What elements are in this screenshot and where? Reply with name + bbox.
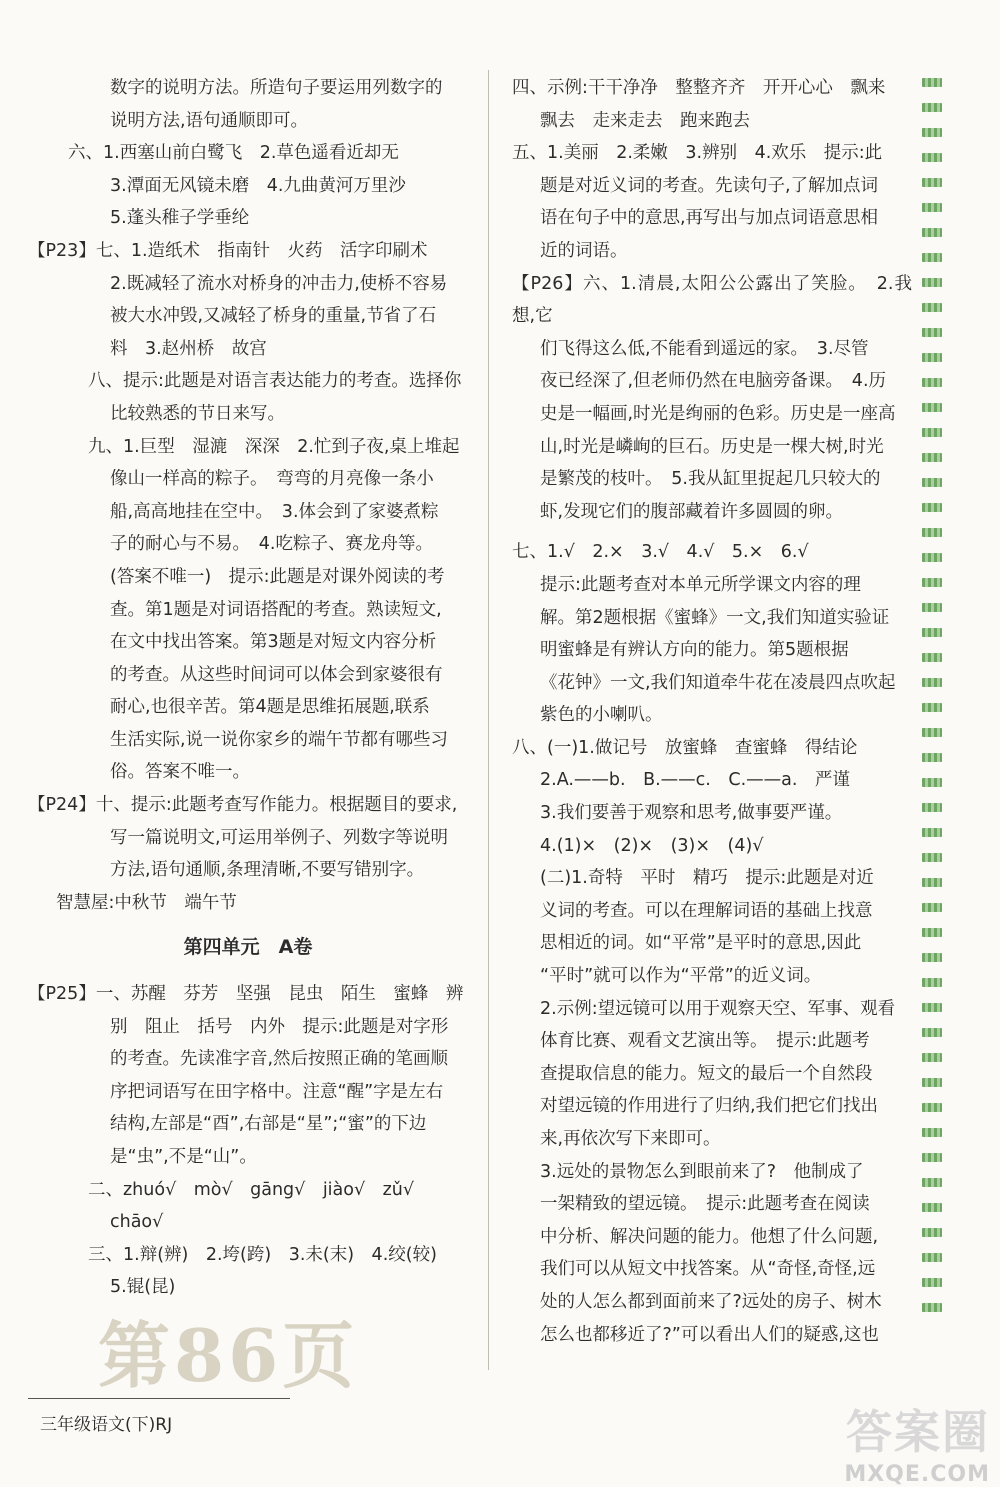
text-line: 语在句子中的意思,再写出与加点词语意思相 — [540, 208, 879, 229]
edge-tab — [922, 778, 942, 787]
text-line: 2.示例:望远镜可以用于观察天空、军事、观看 — [540, 998, 896, 1019]
edge-tab — [922, 678, 942, 687]
text-line: 解。第2题根据《蜜蜂》一文,我们知道实验证 — [540, 607, 890, 628]
edge-tab — [922, 453, 942, 462]
text-line: 写一篇说明文,可运用举例子、列数字等说明 — [110, 827, 449, 848]
text-line: 子的耐心与不易。 4.吃粽子、赛龙舟等。 — [110, 534, 433, 555]
edge-tab — [922, 1303, 942, 1312]
text-line: 们飞得这么低,不能看到遥远的家。 3.尽管 — [540, 338, 869, 359]
text-line: “平时”就可以作为“平常”的近义词。 — [540, 966, 822, 987]
edge-tab — [922, 203, 942, 212]
text-line: 【P26】六、1.清晨,太阳公公露出了笑脸。 2.我想,它 — [512, 273, 912, 327]
text-line: 结构,左部是“酉”,右部是“星”;“蜜”的下边 — [110, 1114, 427, 1135]
edge-tab — [922, 278, 942, 287]
edge-tab — [922, 978, 942, 987]
text-line: 耐心,也很辛苦。第4题是思维拓展题,联系 — [110, 697, 430, 718]
edge-tab — [922, 1178, 942, 1187]
text-line: 二、zhuó√ mò√ gāng√ jiào√ zǔ√ — [88, 1179, 415, 1200]
text-line: 别 阻止 括号 内外 提示:此题是对字形 — [110, 1016, 449, 1037]
edge-tab — [922, 103, 942, 112]
text-line: 2.A.——b. B.——c. C.——a. 严谨 — [540, 770, 850, 791]
text-line: 是“虫”,不是“山”。 — [110, 1147, 257, 1167]
edge-tab — [922, 403, 942, 412]
text-line: (答案不唯一) 提示:此题是对课外阅读的考 — [110, 566, 445, 587]
text-line: 生活实际,说一说你家乡的端午节都有哪些习 — [110, 729, 449, 750]
edge-tab — [922, 1028, 942, 1037]
edge-tab — [922, 128, 942, 137]
text-line: 夜已经深了,但老师仍然在电脑旁备课。 4.历 — [540, 371, 887, 392]
text-line: 五、1.美丽 2.柔嫩 3.辨别 4.欢乐 提示:此 — [512, 143, 883, 164]
text-line: 题是对近义词的考查。先读句子,了解加点词 — [540, 175, 879, 196]
edge-tab — [922, 428, 942, 437]
edge-tab — [922, 853, 942, 862]
text-line: 像山一样高的粽子。 弯弯的月亮像一条小 — [110, 469, 434, 490]
text-line: 5.蓬头稚子学垂纶 — [110, 208, 250, 229]
text-line: 《花钟》一文,我们知道牵牛花在凌晨四点吹起 — [540, 672, 896, 693]
text-line: 查。第1题是对词语搭配的考查。熟读短文, — [110, 599, 442, 620]
text-line: 八、提示:此题是对语言表达能力的考查。选择你 — [88, 371, 462, 392]
text-line: 2.既减轻了流水对桥身的冲击力,使桥不容易 — [110, 273, 448, 294]
footer-text: 三年级语文(下)RJ — [40, 1415, 173, 1435]
edge-tab — [922, 1253, 942, 1262]
text-line: 料 3.赵州桥 故宫 — [110, 338, 267, 359]
left-column — [28, 72, 468, 1304]
text-line: 山,时光是嶙峋的巨石。历史是一棵大树,时光 — [540, 436, 884, 457]
text-line: 紫色的小喇叭。 — [540, 705, 663, 726]
edge-tab — [922, 1078, 942, 1087]
text-line: 近的词语。 — [540, 240, 628, 261]
text-line: 九、1.巨型 湿漉 深深 2.忙到子夜,桌上堆起 — [88, 436, 460, 457]
edge-tab — [922, 378, 942, 387]
right-column — [512, 72, 912, 1351]
text-line: 史是一幅画,时光是绚丽的色彩。历史是一座高 — [540, 403, 896, 424]
text-line: 中分析、解决问题的能力。他想了什么问题, — [540, 1226, 879, 1247]
edge-tab — [922, 578, 942, 587]
text-line: 提示:此题考查对本单元所学课文内容的理 — [540, 574, 861, 595]
text-line: (二)1.奇特 平时 精巧 提示:此题是对近 — [540, 868, 874, 889]
page-number: 第86页 — [98, 1313, 359, 1398]
text-line: 3.我们要善于观察和思考,做事要严谨。 — [540, 803, 843, 824]
edge-tab — [922, 928, 942, 937]
edge-tab — [922, 153, 942, 162]
edge-tab — [922, 653, 942, 662]
text-line: 对望远镜的作用进行了归纳,我们把它们找出 — [540, 1096, 879, 1117]
edge-tab — [922, 728, 942, 737]
text-line: 飘去 走来走去 跑来跑去 — [540, 110, 750, 131]
edge-tab — [922, 803, 942, 812]
text-line: 处的人怎么都到面前来了?远处的房子、树木 — [540, 1291, 882, 1312]
edge-tab — [922, 828, 942, 837]
text-line: 序把词语写在田字格中。注意“醒”字是左右 — [110, 1081, 444, 1102]
text-line: 查提取信息的能力。短文的最后一个自然段 — [540, 1063, 873, 1084]
edge-tab — [922, 253, 942, 262]
text-line: 【P25】一、苏醒 芬芳 坚强 昆虫 陌生 蜜蜂 辨 — [28, 984, 464, 1005]
edge-tab — [922, 1128, 942, 1137]
edge-tab — [922, 353, 942, 362]
text-line: 【P23】七、1.造纸术 指南针 火药 活字印刷术 — [28, 240, 428, 261]
edge-tab — [922, 1203, 942, 1212]
text-line: 5.锟(昆) — [110, 1277, 176, 1298]
text-line: 思相近的词。如“平常”是平时的意思,因此 — [540, 933, 862, 954]
text-line: 被大水冲毁,又减轻了桥身的重量,节省了石 — [110, 306, 437, 327]
edge-tab — [922, 478, 942, 487]
edge-tab — [922, 1228, 942, 1237]
edge-tab — [922, 1153, 942, 1162]
text-line: 比较熟悉的节日来写。 — [110, 403, 285, 424]
text-line: chāo√ — [110, 1212, 164, 1233]
edge-tab — [922, 903, 942, 912]
text-line: 明蜜蜂是有辨认方向的能力。第5题根据 — [540, 640, 849, 661]
text-line: 怎么也都移近了?”可以看出人们的疑惑,这也 — [540, 1324, 879, 1345]
watermark-logo — [810, 1396, 990, 1487]
text-line: 来,再依次写下来即可。 — [540, 1129, 721, 1149]
text-line: 是繁茂的枝叶。 5.我从缸里捉起几只较大的 — [540, 469, 881, 490]
text-line: 【P24】十、提示:此题考查写作能力。根据题目的要求, — [28, 795, 458, 816]
edge-tab — [922, 503, 942, 512]
edge-tab — [922, 303, 942, 312]
edge-tab — [922, 328, 942, 337]
edge-tab — [922, 1103, 942, 1112]
edge-tab — [922, 528, 942, 537]
text-line: 三、1.辩(辨) 2.垮(跨) 3.未(末) 4.绞(较) — [88, 1244, 437, 1265]
text-line: 虾,发现它们的腹部藏着许多圆圆的卵。 — [540, 501, 844, 522]
column-divider — [488, 70, 489, 1370]
text-line: 一架精致的望远镜。 提示:此题考查在阅读 — [540, 1194, 870, 1215]
watermark-url: MXQE.COM — [844, 1462, 990, 1487]
text-line: 4.(1)× (2)× (3)× (4)√ — [540, 835, 764, 856]
text-line: 七、1.√ 2.× 3.√ 4.√ 5.× 6.√ — [512, 542, 809, 563]
text-line: 3.潭面无风镜未磨 4.九曲黄河万里沙 — [110, 175, 406, 196]
text-line: 我们可以从短文中找答案。从“奇怪,奇怪,远 — [540, 1259, 876, 1280]
text-line: 的考查。先读准字音,然后按照正确的笔画顺 — [110, 1049, 449, 1070]
text-line: 体育比赛、观看文艺演出等。 提示:此题考 — [540, 1031, 870, 1052]
edge-tab — [922, 603, 942, 612]
text-line: 说明方法,语句通顺即可。 — [110, 110, 309, 131]
section-title: 第四单元 A卷 — [183, 936, 313, 959]
edge-tab — [922, 553, 942, 562]
text-line: 3.远处的景物怎么到眼前来了? 他制成了 — [540, 1161, 864, 1182]
text-line: 八、(一)1.做记号 放蜜蜂 查蜜蜂 得结论 — [512, 737, 858, 758]
edge-tab — [922, 1003, 942, 1012]
watermark-title: 答案圈 — [846, 1405, 990, 1459]
text-line: 智慧屋:中秋节 端午节 — [56, 892, 237, 913]
text-line: 六、1.西塞山前白鹭飞 2.草色遥看近却无 — [68, 143, 399, 164]
text-line: 数字的说明方法。所造句子要运用列数字的 — [110, 78, 443, 98]
edge-tab — [922, 628, 942, 637]
footer-rule — [28, 1398, 290, 1399]
text-line: 方法,语句通顺,条理清晰,不要写错别字。 — [110, 860, 425, 881]
text-line: 俗。答案不唯一。 — [110, 762, 250, 783]
edge-tab — [922, 178, 942, 187]
edge-tab-strip — [922, 78, 942, 1328]
edge-tab — [922, 1278, 942, 1287]
text-line: 的考查。从这些时间词可以体会到家婆很有 — [110, 664, 443, 685]
text-line: 义词的考查。可以在理解词语的基础上找意 — [540, 900, 873, 921]
text-line: 四、示例:干干净净 整整齐齐 开开心心 飘来 — [512, 78, 886, 98]
edge-tab — [922, 753, 942, 762]
text-line: 船,高高地挂在空中。 3.体会到了家婆煮粽 — [110, 501, 439, 522]
text-line: 在文中找出答案。第3题是对短文内容分析 — [110, 632, 437, 653]
edge-tab — [922, 78, 942, 87]
edge-tab — [922, 878, 942, 887]
edge-tab — [922, 228, 942, 237]
edge-tab — [922, 953, 942, 962]
edge-tab — [922, 703, 942, 712]
edge-tab — [922, 1053, 942, 1062]
